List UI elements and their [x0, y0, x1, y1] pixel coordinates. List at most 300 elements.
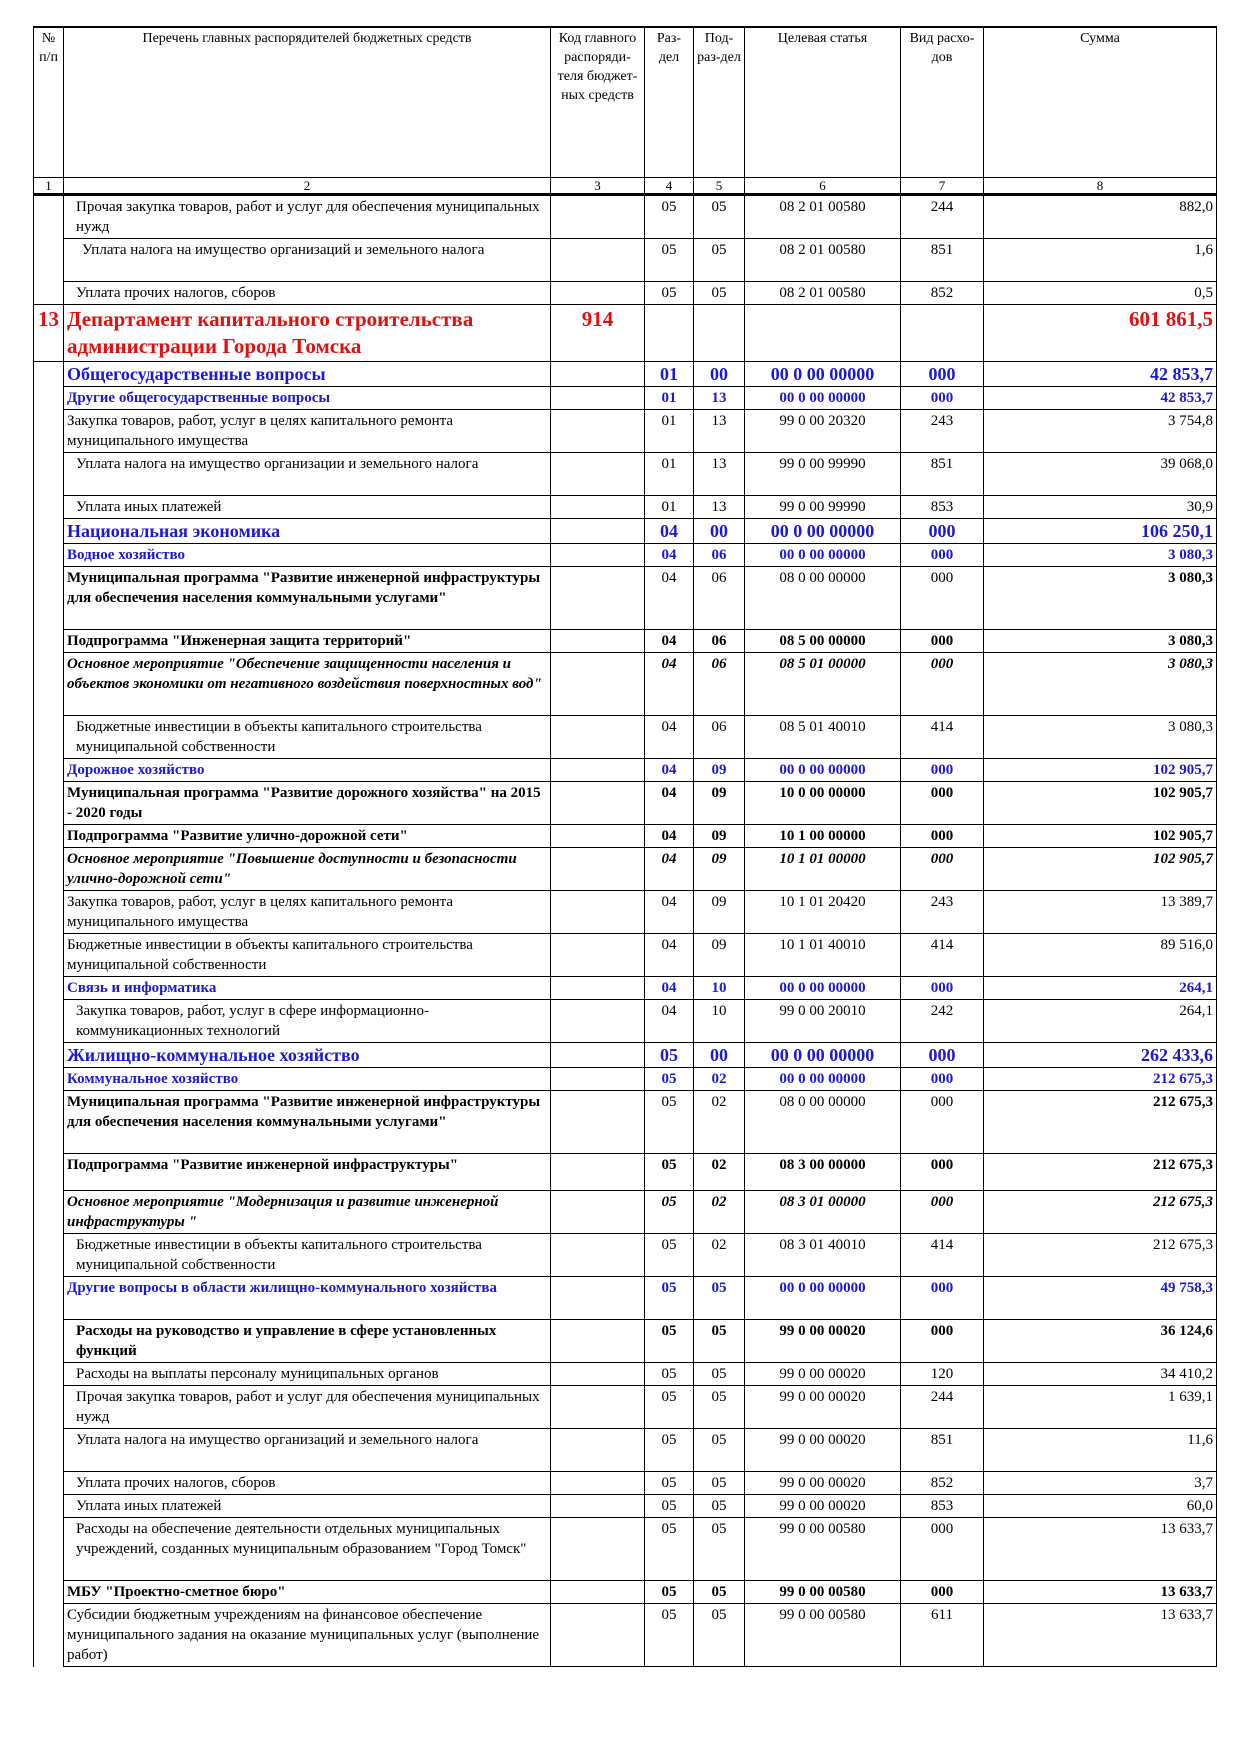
row-number	[34, 1363, 64, 1386]
row-number	[34, 977, 64, 1000]
row-statya: 08 5 00 00000	[745, 630, 901, 653]
row-number	[34, 1495, 64, 1518]
row-statya: 10 1 01 00000	[745, 848, 901, 891]
row-code	[551, 716, 645, 759]
table-row	[34, 1581, 1217, 1604]
row-code	[551, 1429, 645, 1472]
row-name: Связь и информатика	[64, 977, 551, 1000]
row-sum: 3 754,8	[984, 410, 1217, 453]
row-razdel: 01	[645, 496, 694, 519]
row-code	[551, 1518, 645, 1581]
row-vid: 243	[901, 891, 984, 934]
row-sum: 3 080,3	[984, 567, 1217, 630]
row-number	[34, 1581, 64, 1604]
table-row	[34, 519, 1217, 544]
row-vid: 000	[901, 825, 984, 848]
row-razdel: 05	[645, 282, 694, 305]
row-sum: 106 250,1	[984, 519, 1217, 544]
row-name: Общегосударственные вопросы	[64, 362, 551, 387]
row-razdel: 05	[645, 1234, 694, 1277]
table-row	[34, 716, 1217, 759]
row-statya: 08 3 01 00000	[745, 1191, 901, 1234]
row-podrazdel: 02	[694, 1091, 745, 1154]
row-number	[34, 239, 64, 282]
row-name: Жилищно-коммунальное хозяйство	[64, 1043, 551, 1068]
row-razdel: 05	[645, 1363, 694, 1386]
table-row	[34, 1472, 1217, 1495]
row-number	[34, 1154, 64, 1191]
row-podrazdel: 10	[694, 1000, 745, 1043]
header-statya: Целевая статья	[745, 27, 901, 178]
row-code: 914	[551, 305, 645, 362]
row-podrazdel: 09	[694, 848, 745, 891]
row-statya: 08 5 01 40010	[745, 716, 901, 759]
row-sum: 882,0	[984, 195, 1217, 239]
row-number	[34, 1277, 64, 1320]
row-vid: 000	[901, 567, 984, 630]
row-podrazdel: 05	[694, 1429, 745, 1472]
row-number	[34, 567, 64, 630]
row-sum: 601 861,5	[984, 305, 1217, 362]
row-vid: 000	[901, 848, 984, 891]
row-code	[551, 362, 645, 387]
row-sum: 264,1	[984, 977, 1217, 1000]
table-row	[34, 782, 1217, 825]
row-vid: 853	[901, 496, 984, 519]
table-row	[34, 1429, 1217, 1472]
table-row	[34, 410, 1217, 453]
row-sum: 212 675,3	[984, 1091, 1217, 1154]
row-name: Бюджетные инвестиции в объекты капитального строительства муниципальной собственности	[64, 934, 551, 977]
table-row	[34, 1043, 1217, 1068]
row-code	[551, 1604, 645, 1667]
row-razdel: 05	[645, 239, 694, 282]
row-podrazdel: 06	[694, 630, 745, 653]
table-row	[34, 1320, 1217, 1363]
table-row	[34, 1363, 1217, 1386]
row-statya: 08 3 01 40010	[745, 1234, 901, 1277]
row-number	[34, 1429, 64, 1472]
row-statya: 00 0 00 00000	[745, 519, 901, 544]
row-name: Муниципальная программа "Развитие инженерной инфраструктуры для обеспечения населения коммунальными услугами"	[64, 1091, 551, 1154]
row-podrazdel: 05	[694, 1320, 745, 1363]
row-number	[34, 782, 64, 825]
row-statya: 00 0 00 00000	[745, 362, 901, 387]
row-sum: 42 853,7	[984, 362, 1217, 387]
row-number	[34, 410, 64, 453]
row-code	[551, 1581, 645, 1604]
row-statya: 00 0 00 00000	[745, 544, 901, 567]
row-statya: 00 0 00 00000	[745, 387, 901, 410]
row-name: Уплата налога на имущество организации и земельного налога	[64, 453, 551, 496]
row-sum: 212 675,3	[984, 1068, 1217, 1091]
header-sum: Сумма	[984, 27, 1217, 178]
row-sum: 13 633,7	[984, 1518, 1217, 1581]
row-number	[34, 1000, 64, 1043]
row-name: Департамент капитального строительства администрации Города Томска	[64, 305, 551, 362]
row-number	[34, 1518, 64, 1581]
row-vid: 000	[901, 519, 984, 544]
row-vid: 851	[901, 453, 984, 496]
row-code	[551, 1068, 645, 1091]
row-number	[34, 1320, 64, 1363]
row-vid: 000	[901, 1091, 984, 1154]
row-code	[551, 1043, 645, 1068]
column-number: 8	[984, 178, 1217, 195]
table-row	[34, 496, 1217, 519]
row-sum: 3 080,3	[984, 653, 1217, 716]
table-row	[34, 630, 1217, 653]
row-number	[34, 1604, 64, 1667]
row-sum: 13 633,7	[984, 1604, 1217, 1667]
row-number	[34, 387, 64, 410]
row-name: Расходы на выплаты персоналу муниципальных органов	[64, 1363, 551, 1386]
table-row	[34, 1277, 1217, 1320]
row-razdel: 04	[645, 1000, 694, 1043]
row-razdel: 01	[645, 453, 694, 496]
row-statya: 10 1 00 00000	[745, 825, 901, 848]
row-code	[551, 1091, 645, 1154]
row-name: Подпрограмма "Инженерная защита территорий"	[64, 630, 551, 653]
table-row	[34, 544, 1217, 567]
row-name: Закупка товаров, работ, услуг в целях капитального ремонта муниципального имущества	[64, 410, 551, 453]
row-name: Бюджетные инвестиции в объекты капитального строительства муниципальной собственности	[64, 1234, 551, 1277]
row-razdel: 01	[645, 387, 694, 410]
row-razdel: 05	[645, 1386, 694, 1429]
row-code	[551, 544, 645, 567]
row-vid: 000	[901, 630, 984, 653]
row-vid: 611	[901, 1604, 984, 1667]
row-code	[551, 1191, 645, 1234]
row-name: Другие общегосударственные вопросы	[64, 387, 551, 410]
row-vid: 000	[901, 977, 984, 1000]
row-code	[551, 1277, 645, 1320]
row-code	[551, 1154, 645, 1191]
row-code	[551, 1363, 645, 1386]
row-code	[551, 282, 645, 305]
row-vid: 000	[901, 1320, 984, 1363]
row-statya: 08 5 01 00000	[745, 653, 901, 716]
table-row	[34, 387, 1217, 410]
row-name: Уплата налога на имущество организаций и земельного налога	[64, 239, 551, 282]
row-code	[551, 848, 645, 891]
row-code	[551, 1495, 645, 1518]
row-statya: 99 0 00 99990	[745, 453, 901, 496]
row-razdel: 05	[645, 1043, 694, 1068]
row-sum: 3,7	[984, 1472, 1217, 1495]
row-code	[551, 1000, 645, 1043]
row-podrazdel: 05	[694, 1604, 745, 1667]
row-razdel: 05	[645, 1320, 694, 1363]
row-code	[551, 1386, 645, 1429]
row-number	[34, 1234, 64, 1277]
row-podrazdel: 09	[694, 782, 745, 825]
row-vid: 414	[901, 934, 984, 977]
row-sum: 13 389,7	[984, 891, 1217, 934]
row-razdel: 04	[645, 716, 694, 759]
row-razdel: 01	[645, 362, 694, 387]
table-row	[34, 977, 1217, 1000]
row-number	[34, 848, 64, 891]
row-razdel: 05	[645, 1191, 694, 1234]
row-vid: 000	[901, 782, 984, 825]
table-row	[34, 195, 1217, 239]
row-razdel: 04	[645, 848, 694, 891]
row-vid: 244	[901, 1386, 984, 1429]
row-code	[551, 782, 645, 825]
row-vid	[901, 305, 984, 362]
row-code	[551, 630, 645, 653]
row-podrazdel: 02	[694, 1068, 745, 1091]
row-razdel: 04	[645, 630, 694, 653]
row-name: Расходы на руководство и управление в сфере установленных функций	[64, 1320, 551, 1363]
row-razdel: 04	[645, 934, 694, 977]
row-name: Закупка товаров, работ, услуг в сфере информационно-коммуникационных технологий	[64, 1000, 551, 1043]
row-vid: 000	[901, 1191, 984, 1234]
row-vid: 851	[901, 239, 984, 282]
row-podrazdel	[694, 305, 745, 362]
row-name: Основное мероприятие "Повышение доступности и безопасности улично-дорожной сети"	[64, 848, 551, 891]
row-podrazdel: 05	[694, 1472, 745, 1495]
row-vid: 000	[901, 1154, 984, 1191]
row-sum: 262 433,6	[984, 1043, 1217, 1068]
row-statya: 99 0 00 00020	[745, 1386, 901, 1429]
row-vid: 120	[901, 1363, 984, 1386]
table-row	[34, 1518, 1217, 1581]
row-statya: 99 0 00 00580	[745, 1581, 901, 1604]
row-sum: 42 853,7	[984, 387, 1217, 410]
column-number: 6	[745, 178, 901, 195]
row-name: Подпрограмма "Развитие улично-дорожной сети"	[64, 825, 551, 848]
row-statya: 00 0 00 00000	[745, 1277, 901, 1320]
row-statya: 08 0 00 00000	[745, 1091, 901, 1154]
row-code	[551, 496, 645, 519]
row-podrazdel: 09	[694, 934, 745, 977]
row-sum: 3 080,3	[984, 544, 1217, 567]
row-sum: 264,1	[984, 1000, 1217, 1043]
row-name: Уплата прочих налогов, сборов	[64, 1472, 551, 1495]
row-statya: 00 0 00 00000	[745, 977, 901, 1000]
row-statya: 99 0 00 00580	[745, 1604, 901, 1667]
row-vid: 414	[901, 1234, 984, 1277]
table-row	[34, 848, 1217, 891]
row-name: Прочая закупка товаров, работ и услуг для обеспечения муниципальных нужд	[64, 1386, 551, 1429]
header-code: Код главного распоряди-теля бюджет-ных средств	[551, 27, 645, 178]
table-row	[34, 1000, 1217, 1043]
row-code	[551, 453, 645, 496]
row-code	[551, 934, 645, 977]
row-name: Бюджетные инвестиции в объекты капитального строительства муниципальной собственности	[64, 716, 551, 759]
row-statya: 99 0 00 00020	[745, 1363, 901, 1386]
row-podrazdel: 02	[694, 1154, 745, 1191]
table-row	[34, 1091, 1217, 1154]
row-podrazdel: 05	[694, 1518, 745, 1581]
row-podrazdel: 13	[694, 453, 745, 496]
row-podrazdel: 06	[694, 544, 745, 567]
row-name: Коммунальное хозяйство	[64, 1068, 551, 1091]
row-statya: 99 0 00 00020	[745, 1495, 901, 1518]
row-sum: 102 905,7	[984, 782, 1217, 825]
row-podrazdel: 13	[694, 387, 745, 410]
column-number: 1	[34, 178, 64, 195]
column-number: 3	[551, 178, 645, 195]
row-sum: 89 516,0	[984, 934, 1217, 977]
table-body	[34, 195, 1217, 1667]
row-vid: 000	[901, 1043, 984, 1068]
row-code	[551, 1320, 645, 1363]
row-code	[551, 387, 645, 410]
row-podrazdel: 05	[694, 1277, 745, 1320]
row-razdel: 04	[645, 567, 694, 630]
row-name: Уплата иных платежей	[64, 496, 551, 519]
row-code	[551, 891, 645, 934]
table-row	[34, 653, 1217, 716]
column-numbers-row	[34, 178, 1217, 195]
column-number: 4	[645, 178, 694, 195]
row-number	[34, 934, 64, 977]
row-name: Субсидии бюджетным учреждениям на финансовое обеспечение муниципального задания на оказание муниципальных услуг (выполнение работ)	[64, 1604, 551, 1667]
row-razdel: 04	[645, 653, 694, 716]
row-number	[34, 362, 64, 387]
row-name: Другие вопросы в области жилищно-коммунального хозяйства	[64, 1277, 551, 1320]
row-name: Дорожное хозяйство	[64, 759, 551, 782]
row-number	[34, 716, 64, 759]
row-statya: 08 3 00 00000	[745, 1154, 901, 1191]
row-sum: 212 675,3	[984, 1154, 1217, 1191]
row-razdel: 04	[645, 891, 694, 934]
row-statya: 08 2 01 00580	[745, 195, 901, 239]
row-code	[551, 825, 645, 848]
row-vid: 000	[901, 653, 984, 716]
row-razdel: 04	[645, 825, 694, 848]
row-name: Закупка товаров, работ, услуг в целях капитального ремонта муниципального имущества	[64, 891, 551, 934]
row-number	[34, 282, 64, 305]
row-name: Расходы на обеспечение деятельности отдельных муниципальных учреждений, созданных муниципальным образованием "Город Томск"	[64, 1518, 551, 1581]
row-sum: 60,0	[984, 1495, 1217, 1518]
row-statya	[745, 305, 901, 362]
row-number	[34, 759, 64, 782]
table-row	[34, 362, 1217, 387]
table-row	[34, 1191, 1217, 1234]
table-row	[34, 239, 1217, 282]
row-statya: 08 2 01 00580	[745, 239, 901, 282]
row-podrazdel: 06	[694, 653, 745, 716]
row-code	[551, 1472, 645, 1495]
table-row	[34, 1068, 1217, 1091]
row-sum: 212 675,3	[984, 1234, 1217, 1277]
row-vid: 000	[901, 1068, 984, 1091]
row-razdel: 04	[645, 977, 694, 1000]
row-number	[34, 1068, 64, 1091]
table-row	[34, 891, 1217, 934]
row-number	[34, 1386, 64, 1429]
row-razdel: 05	[645, 195, 694, 239]
row-number	[34, 653, 64, 716]
row-vid: 242	[901, 1000, 984, 1043]
row-razdel: 05	[645, 1277, 694, 1320]
row-statya: 99 0 00 00580	[745, 1518, 901, 1581]
row-name: Уплата иных платежей	[64, 1495, 551, 1518]
row-podrazdel: 00	[694, 362, 745, 387]
row-name: Муниципальная программа "Развитие дорожного хозяйства" на 2015 - 2020 годы	[64, 782, 551, 825]
row-number	[34, 1472, 64, 1495]
table-row	[34, 759, 1217, 782]
row-code	[551, 1234, 645, 1277]
row-sum: 13 633,7	[984, 1581, 1217, 1604]
row-podrazdel: 09	[694, 825, 745, 848]
row-number	[34, 1191, 64, 1234]
row-sum: 1,6	[984, 239, 1217, 282]
row-razdel: 04	[645, 759, 694, 782]
row-razdel: 05	[645, 1429, 694, 1472]
row-podrazdel: 05	[694, 1386, 745, 1429]
row-podrazdel: 09	[694, 759, 745, 782]
row-razdel: 05	[645, 1604, 694, 1667]
row-vid: 853	[901, 1495, 984, 1518]
row-sum: 212 675,3	[984, 1191, 1217, 1234]
row-podrazdel: 13	[694, 496, 745, 519]
row-razdel: 04	[645, 519, 694, 544]
row-number	[34, 519, 64, 544]
row-podrazdel: 02	[694, 1191, 745, 1234]
row-sum: 3 080,3	[984, 630, 1217, 653]
row-code	[551, 519, 645, 544]
table-row	[34, 1234, 1217, 1277]
table-row	[34, 825, 1217, 848]
row-name: Муниципальная программа "Развитие инженерной инфраструктуры для обеспечения населения коммунальными услугами"	[64, 567, 551, 630]
row-razdel: 05	[645, 1154, 694, 1191]
row-razdel: 01	[645, 410, 694, 453]
row-vid: 244	[901, 195, 984, 239]
row-vid: 000	[901, 387, 984, 410]
row-code	[551, 759, 645, 782]
row-name: Водное хозяйство	[64, 544, 551, 567]
row-podrazdel: 05	[694, 195, 745, 239]
row-vid: 000	[901, 1277, 984, 1320]
row-razdel: 05	[645, 1091, 694, 1154]
table-row	[34, 934, 1217, 977]
row-name: Уплата прочих налогов, сборов	[64, 282, 551, 305]
row-code	[551, 239, 645, 282]
row-statya: 99 0 00 00020	[745, 1320, 901, 1363]
row-name: Прочая закупка товаров, работ и услуг для обеспечения муниципальных нужд	[64, 195, 551, 239]
row-vid: 852	[901, 282, 984, 305]
row-name: МБУ "Проектно-сметное бюро"	[64, 1581, 551, 1604]
table-row	[34, 282, 1217, 305]
row-number	[34, 1043, 64, 1068]
row-razdel: 04	[645, 544, 694, 567]
row-podrazdel: 02	[694, 1234, 745, 1277]
row-number	[34, 825, 64, 848]
row-sum: 11,6	[984, 1429, 1217, 1472]
row-statya: 10 1 01 40010	[745, 934, 901, 977]
row-sum: 30,9	[984, 496, 1217, 519]
row-name: Основное мероприятие "Обеспечение защищенности населения и объектов экономики от негативного воздействия поверхностных вод"	[64, 653, 551, 716]
row-name: Уплата налога на имущество организаций и земельного налога	[64, 1429, 551, 1472]
row-podrazdel: 00	[694, 519, 745, 544]
row-statya: 99 0 00 00020	[745, 1472, 901, 1495]
row-razdel: 05	[645, 1518, 694, 1581]
header-num: № п/п	[34, 27, 64, 178]
row-vid: 851	[901, 1429, 984, 1472]
row-number: 13	[34, 305, 64, 362]
header-razdel: Раз-дел	[645, 27, 694, 178]
row-podrazdel: 13	[694, 410, 745, 453]
row-code	[551, 410, 645, 453]
row-sum: 102 905,7	[984, 759, 1217, 782]
row-statya: 99 0 00 99990	[745, 496, 901, 519]
budget-table-page	[33, 26, 1216, 1667]
